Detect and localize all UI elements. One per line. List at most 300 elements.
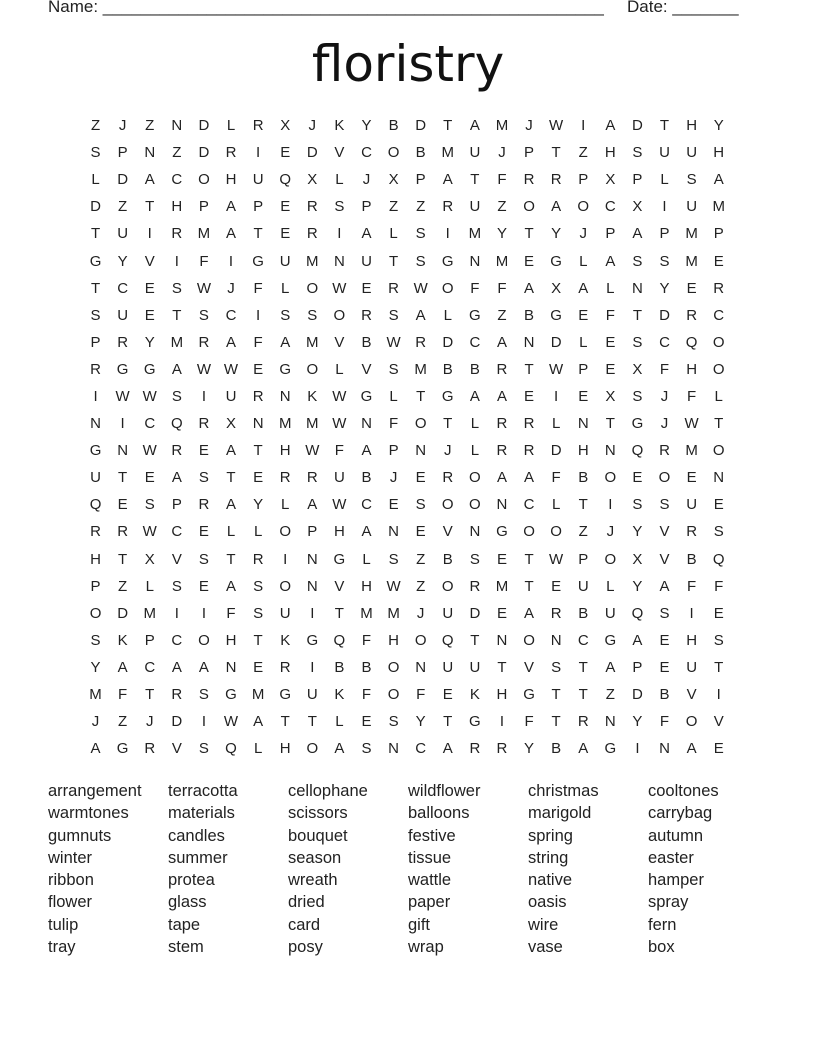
grid-letter: Y — [253, 496, 264, 514]
grid-letter: M — [685, 442, 698, 460]
grid-letter: E — [388, 496, 399, 514]
grid-letter: C — [171, 523, 183, 541]
grid-letter: H — [713, 144, 725, 162]
grid-letter: R — [171, 442, 183, 460]
grid-letter: E — [253, 469, 264, 487]
grid-letter: R — [198, 496, 210, 514]
grid-letter: W — [223, 713, 239, 731]
grid-letter: E — [496, 550, 507, 568]
grid-letter: U — [225, 387, 237, 405]
grid-letter: R — [361, 306, 372, 324]
grid-letter: D — [632, 117, 643, 135]
grid-letter: I — [608, 496, 613, 514]
grid-letter: A — [442, 740, 453, 758]
word-bank-item: tape — [168, 915, 201, 934]
grid-letter: L — [362, 550, 371, 568]
grid-letter: U — [117, 225, 129, 243]
grid-letter: I — [662, 198, 667, 216]
grid-letter: L — [579, 252, 588, 270]
word-bank-item: terracotta — [168, 782, 238, 800]
grid-letter: T — [524, 225, 534, 243]
grid-letter: I — [174, 604, 179, 622]
grid-letter: A — [524, 469, 535, 487]
grid-row — [82, 654, 732, 681]
grid-letter: R — [523, 442, 535, 460]
grid-letter: I — [174, 252, 179, 270]
grid-letter: N — [117, 442, 129, 460]
grid-letter: Z — [118, 198, 128, 216]
grid-letter: G — [89, 442, 102, 460]
grid-letter: A — [253, 713, 264, 731]
grid-letter: P — [415, 171, 426, 189]
grid-letter: L — [551, 496, 561, 514]
grid-letter: A — [578, 279, 589, 297]
grid-letter: P — [713, 225, 724, 243]
grid-letter: C — [713, 306, 725, 324]
grid-letter: S — [686, 171, 697, 189]
grid-letter: N — [523, 333, 535, 351]
grid-letter: O — [469, 496, 481, 514]
word-bank-column — [408, 780, 528, 958]
grid-letter: T — [253, 225, 263, 243]
grid-letter: T — [551, 713, 561, 731]
grid-letter: O — [198, 171, 210, 189]
grid-letter: H — [604, 144, 616, 162]
grid-letter: R — [415, 333, 427, 351]
grid-letter: O — [523, 631, 535, 649]
name-field-label[interactable]: Name: _____________________________________________________ — [48, 0, 604, 16]
grid-letter: Z — [118, 577, 128, 595]
grid-letter: E — [605, 360, 616, 378]
grid-letter: S — [388, 360, 399, 378]
grid-letter: V — [334, 333, 345, 351]
word-bank-column — [528, 780, 648, 958]
grid-letter: N — [550, 631, 562, 649]
grid-letter: U — [252, 171, 264, 189]
grid-letter: A — [496, 333, 507, 351]
grid-letter: M — [387, 604, 400, 622]
grid-letter: F — [524, 713, 534, 731]
grid-letter: I — [201, 387, 206, 405]
word-bank-item: warmtones — [48, 804, 129, 823]
grid-letter: R — [659, 442, 670, 460]
grid-letter: J — [660, 415, 669, 433]
grid-letter: U — [361, 252, 372, 270]
grid-letter: Z — [578, 523, 588, 541]
grid-letter: T — [714, 415, 724, 433]
grid-letter: S — [632, 252, 643, 270]
grid-letter: T — [226, 550, 236, 568]
grid-letter: C — [171, 631, 183, 649]
grid-letter: A — [144, 171, 155, 189]
grid-letter: H — [333, 523, 345, 541]
grid-letter: T — [605, 415, 615, 433]
grid-letter: S — [632, 496, 643, 514]
grid-letter: J — [660, 387, 669, 405]
grid-letter: M — [306, 252, 319, 270]
grid-letter: M — [441, 144, 455, 162]
grid-letter: P — [90, 333, 101, 351]
grid-letter: S — [334, 198, 345, 216]
grid-letter: O — [387, 658, 400, 676]
grid-letter: E — [659, 631, 670, 649]
grid-letter: Q — [333, 631, 346, 649]
word-bank-item: scissors — [288, 804, 348, 823]
grid-letter: N — [632, 279, 643, 297]
grid-letter: A — [307, 496, 318, 514]
grid-letter: E — [686, 279, 697, 297]
grid-letter: D — [117, 604, 129, 622]
grid-letter: Z — [497, 306, 507, 324]
grid-letter: U — [333, 469, 345, 487]
grid-letter: T — [90, 225, 101, 243]
grid-letter: M — [712, 198, 725, 216]
word-bank-item: hamper — [648, 871, 704, 890]
grid-letter: X — [280, 117, 291, 135]
grid-letter: I — [147, 225, 152, 243]
grid-letter: S — [171, 387, 182, 405]
grid-row — [82, 573, 732, 600]
grid-row — [82, 546, 732, 573]
grid-letter: S — [171, 279, 182, 297]
grid-letter: I — [201, 604, 206, 622]
word-bank-item: autumn — [648, 826, 704, 845]
grid-letter: A — [524, 279, 535, 297]
grid-letter: N — [604, 442, 616, 460]
grid-letter: O — [604, 469, 617, 487]
grid-letter: N — [252, 415, 264, 433]
grid-letter: T — [118, 550, 128, 568]
grid-letter: S — [198, 306, 209, 324]
grid-letter: O — [523, 523, 535, 541]
grid-letter: D — [659, 306, 670, 324]
grid-letter: M — [306, 415, 319, 433]
grid-letter: A — [496, 469, 507, 487]
grid-letter: T — [172, 306, 182, 324]
grid-letter: Y — [659, 279, 670, 297]
grid-row — [82, 139, 732, 166]
grid-letter: B — [659, 686, 670, 704]
grid-letter: P — [578, 550, 589, 568]
grid-letter: L — [253, 523, 263, 541]
grid-letter: E — [578, 306, 589, 324]
grid-letter: A — [226, 333, 237, 351]
grid-letter: J — [91, 713, 100, 731]
grid-letter: W — [142, 442, 157, 460]
grid-letter: E — [524, 387, 535, 405]
grid-letter: R — [469, 577, 481, 595]
grid-letter: X — [605, 387, 616, 405]
grid-row — [82, 410, 732, 437]
word-bank-column — [648, 780, 768, 958]
grid-letter: R — [279, 469, 291, 487]
grid-letter: B — [524, 306, 535, 324]
grid-letter: N — [604, 713, 616, 731]
grid-letter: P — [361, 198, 372, 216]
grid-letter: S — [632, 333, 643, 351]
word-bank-item: wrap — [408, 938, 444, 957]
word-bank-item: tray — [48, 938, 76, 957]
grid-letter: W — [196, 360, 211, 378]
grid-row — [82, 112, 732, 139]
grid-letter: T — [632, 306, 642, 324]
grid-letter: S — [198, 469, 209, 487]
grid-letter: I — [256, 306, 261, 324]
grid-letter: A — [198, 658, 209, 676]
grid-letter: M — [468, 225, 482, 243]
puzzle-title: floristry — [311, 35, 505, 93]
word-bank-item: ribbon — [48, 871, 94, 890]
grid-letter: A — [90, 740, 101, 758]
grid-letter: D — [550, 333, 562, 351]
grid-letter: P — [90, 577, 101, 595]
grid-letter: G — [631, 415, 644, 433]
grid-letter: L — [470, 415, 480, 433]
grid-letter: R — [550, 604, 562, 622]
grid-letter: E — [632, 469, 643, 487]
grid-letter: E — [551, 577, 562, 595]
grid-row — [82, 708, 732, 735]
grid-letter: W — [142, 523, 157, 541]
grid-letter: U — [469, 198, 481, 216]
grid-letter: W — [332, 415, 347, 433]
grid-letter: O — [441, 577, 454, 595]
grid-letter: T — [497, 658, 507, 676]
grid-letter: Y — [524, 740, 535, 758]
grid-letter: O — [306, 740, 319, 758]
grid-letter: G — [306, 631, 319, 649]
grid-letter: P — [524, 144, 535, 162]
grid-letter: E — [713, 604, 724, 622]
grid-letter: E — [713, 496, 724, 514]
word-bank-item: materials — [168, 804, 235, 823]
grid-letter: T — [416, 387, 426, 405]
grid-letter: E — [144, 306, 155, 324]
grid-letter: L — [606, 279, 615, 297]
grid-row — [82, 193, 732, 220]
grid-letter: P — [632, 171, 643, 189]
grid-letter: A — [280, 333, 291, 351]
grid-letter: X — [307, 171, 318, 189]
grid-letter: L — [389, 225, 398, 243]
grid-letter: S — [388, 550, 399, 568]
grid-letter: T — [443, 415, 453, 433]
grid-letter: O — [198, 631, 210, 649]
grid-letter: P — [253, 198, 264, 216]
grid-letter: E — [713, 740, 724, 758]
grid-letter: A — [605, 658, 616, 676]
grid-letter: I — [716, 686, 721, 704]
grid-letter: A — [171, 360, 182, 378]
grid-letter: B — [415, 144, 426, 162]
word-bank-item: balloons — [408, 804, 470, 823]
word-bank-item: season — [288, 848, 342, 867]
grid-letter: F — [687, 387, 697, 405]
grid-letter: N — [333, 252, 345, 270]
grid-letter: X — [144, 550, 155, 568]
grid-letter: G — [441, 387, 454, 405]
word-bank-item: posy — [288, 938, 323, 957]
grid-letter: O — [306, 360, 319, 378]
grid-letter: D — [550, 442, 562, 460]
grid-letter: D — [198, 117, 210, 135]
grid-letter: O — [306, 279, 319, 297]
grid-letter: M — [495, 577, 509, 595]
grid-letter: S — [415, 496, 426, 514]
grid-letter: R — [469, 740, 481, 758]
grid-letter: T — [443, 713, 453, 731]
grid-letter: R — [306, 469, 318, 487]
grid-letter: D — [415, 117, 427, 135]
grid-letter: F — [118, 686, 128, 704]
grid-letter: A — [226, 577, 237, 595]
grid-letter: S — [469, 550, 480, 568]
grid-letter: D — [306, 144, 318, 162]
grid-letter: Z — [605, 686, 615, 704]
grid-letter: E — [198, 523, 209, 541]
grid-letter: N — [415, 658, 427, 676]
grid-letter: Y — [713, 117, 724, 135]
grid-letter: G — [550, 252, 562, 270]
word-bank-item: spray — [648, 893, 689, 912]
word-bank-column — [48, 780, 168, 958]
grid-letter: W — [115, 387, 130, 405]
grid-row — [82, 627, 732, 654]
grid-letter: O — [469, 469, 481, 487]
grid-letter: P — [198, 198, 209, 216]
grid-letter: B — [686, 550, 697, 568]
grid-letter: R — [252, 117, 264, 135]
grid-letter: G — [279, 686, 292, 704]
word-bank-item: protea — [168, 871, 215, 890]
grid-row — [82, 681, 732, 708]
grid-letter: F — [361, 686, 372, 704]
grid-letter: E — [144, 469, 155, 487]
grid-letter: W — [332, 387, 347, 405]
grid-letter: I — [445, 225, 450, 243]
grid-letter: M — [89, 686, 102, 704]
grid-letter: R — [171, 686, 183, 704]
grid-letter: B — [578, 604, 589, 622]
grid-letter: G — [360, 387, 373, 405]
grid-letter: S — [198, 550, 209, 568]
grid-letter: V — [144, 252, 155, 270]
word-bank-item: string — [528, 848, 569, 867]
grid-letter: Z — [578, 144, 588, 162]
grid-letter: S — [307, 306, 318, 324]
grid-letter: E — [713, 252, 724, 270]
grid-letter: R — [252, 550, 264, 568]
word-bank-item: card — [288, 915, 321, 934]
grid-letter: U — [659, 144, 670, 162]
grid-letter: F — [361, 631, 372, 649]
grid-letter: O — [333, 306, 346, 324]
grid-row — [82, 275, 732, 302]
grid-letter: F — [659, 713, 670, 731]
grid-letter: E — [198, 577, 209, 595]
grid-letter: H — [577, 442, 589, 460]
grid-letter: L — [335, 360, 344, 378]
grid-letter: I — [201, 713, 206, 731]
grid-letter: G — [333, 550, 346, 568]
grid-letter: U — [442, 604, 454, 622]
grid-letter: O — [577, 198, 590, 216]
word-bank-item: winter — [48, 848, 93, 867]
grid-letter: Z — [118, 713, 128, 731]
grid-letter: Y — [496, 225, 507, 243]
word-bank-column — [168, 780, 288, 958]
grid-letter: O — [550, 523, 562, 541]
grid-letter: G — [604, 740, 617, 758]
grid-letter: O — [387, 144, 400, 162]
grid-letter: D — [442, 333, 454, 351]
grid-letter: M — [685, 225, 698, 243]
grid-letter: K — [334, 117, 345, 135]
grid-letter: U — [306, 686, 318, 704]
grid-letter: D — [469, 604, 481, 622]
grid-letter: S — [551, 658, 562, 676]
word-bank-item: festive — [408, 826, 456, 845]
grid-letter: Y — [361, 117, 372, 135]
grid-letter: A — [632, 631, 643, 649]
grid-letter: O — [658, 469, 671, 487]
grid-letter: O — [279, 523, 292, 541]
grid-letter: B — [334, 658, 345, 676]
grid-letter: S — [713, 631, 724, 649]
grid-letter: F — [659, 360, 670, 378]
grid-letter: S — [388, 306, 399, 324]
grid-letter: Q — [685, 333, 698, 351]
grid-letter: T — [551, 686, 561, 704]
word-bank-item: vase — [528, 938, 563, 957]
grid-letter: V — [659, 550, 670, 568]
grid-letter: C — [659, 333, 670, 351]
grid-letter: O — [387, 686, 400, 704]
grid-letter: R — [388, 279, 399, 297]
date-field-label[interactable]: Date: _______ — [627, 0, 739, 16]
grid-letter: E — [280, 225, 291, 243]
grid-letter: S — [713, 523, 724, 541]
grid-letter: N — [469, 523, 481, 541]
word-bank-item: native — [528, 871, 573, 890]
grid-letter: X — [605, 171, 616, 189]
grid-letter: R — [279, 658, 291, 676]
grid-letter: Y — [632, 523, 643, 541]
grid-letter: R — [90, 360, 101, 378]
grid-letter: R — [306, 225, 318, 243]
grid-letter: C — [117, 279, 129, 297]
word-bank-item: bouquet — [288, 826, 348, 845]
grid-letter: U — [279, 604, 291, 622]
grid-letter: A — [496, 387, 507, 405]
grid-letter: I — [256, 144, 261, 162]
grid-letter: P — [578, 171, 589, 189]
grid-letter: M — [495, 117, 509, 135]
word-bank-item: box — [648, 938, 675, 957]
grid-letter: L — [389, 387, 398, 405]
word-bank-item: gift — [408, 915, 431, 934]
grid-letter: I — [120, 415, 125, 433]
word-bank-item: glass — [168, 893, 207, 912]
word-bank-item: cooltones — [648, 782, 719, 800]
grid-letter: L — [443, 306, 452, 324]
grid-letter: X — [388, 171, 399, 189]
grid-letter: N — [388, 740, 399, 758]
grid-letter: G — [523, 686, 535, 704]
grid-letter: E — [442, 686, 453, 704]
grid-letter: G — [496, 523, 508, 541]
grid-letter: E — [659, 658, 670, 676]
